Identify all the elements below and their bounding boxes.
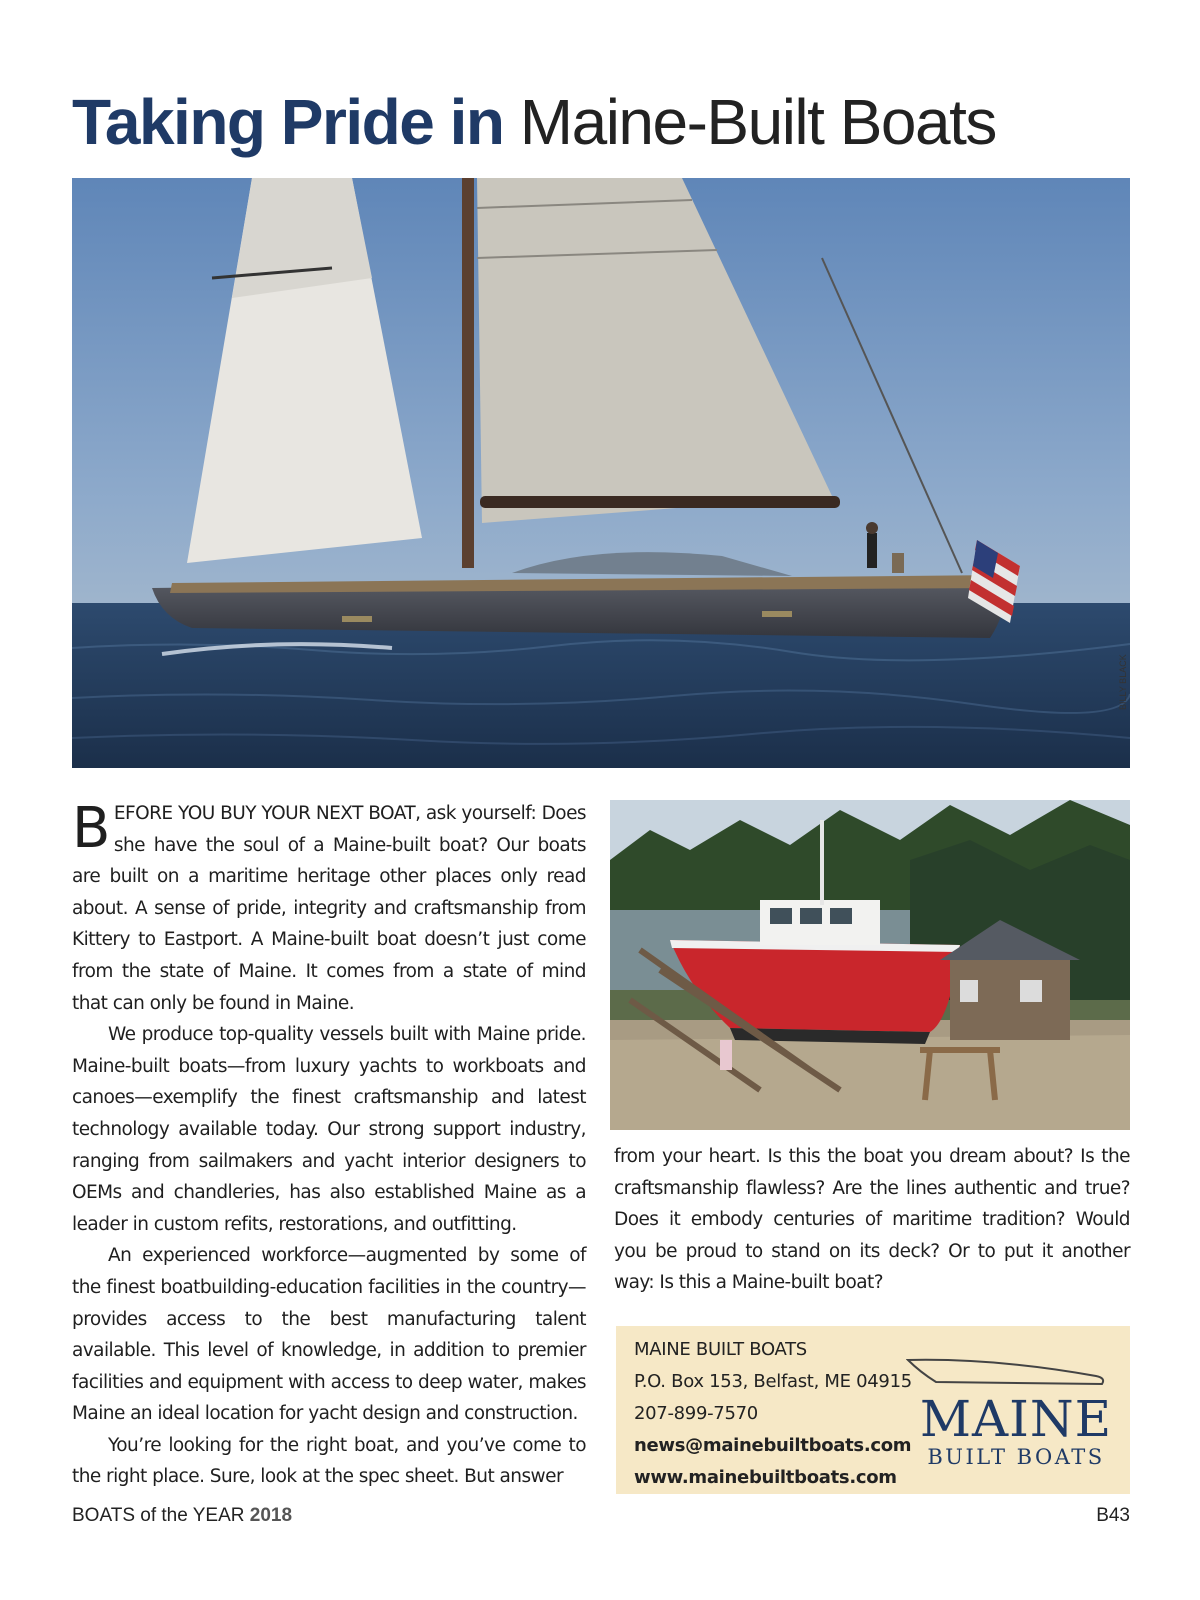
footer-publication — [72, 1505, 292, 1527]
article-paragraph: An experienced workforce—augmented by some of the finest boatbuilding-education facilities in the country—provides access to the best manufacturing talent available. This level of knowledge, in addition to premier facilities and equipment with access to deep water, makes Maine an ideal location for yacht design and construction. — [72, 1245, 586, 1425]
title-light: Maine-Built Boats — [519, 86, 996, 158]
article-paragraph: We produce top-quality vessels built with Maine pride. Maine-built boats—from luxury yachts to workboats and canoes—exemplify the finest craftsmanship and latest technology available today. Our strong support industry, ranging from sailmakers and yacht interior designers to OEMs and chandleries, has also established Maine as a leader in custom refits, restorations, and outfitting. — [72, 1024, 586, 1235]
boat-outline-icon — [908, 1360, 1103, 1384]
article-paragraph: from your heart. Is this the boat you dream about? Is the craftsmanship flawless? Are the lines authentic and true? Does it embody centuries of maritime tradition? Would you be proud to stand on its deck? Or to put it another way: Is this a Maine-built boat? — [614, 1146, 1130, 1294]
article-paragraph: You’re looking for the right boat, and you’ve come to the right place. Sure, look at the spec sheet. But answer — [72, 1434, 586, 1488]
lobster-boat-photo — [610, 800, 1130, 1130]
maine-built-boats-logo — [906, 1354, 1126, 1474]
footer-year: 2018 — [249, 1505, 293, 1526]
footer-publication-name: BOATS of the YEAR — [72, 1505, 245, 1526]
article-right-column — [614, 1141, 1130, 1299]
drop-cap: B — [72, 796, 110, 861]
article-paragraph-text: EFORE YOU BUY YOUR NEXT BOAT, ask yourself: Does she have the soul of a Maine-built boat? Our boats are built on a maritime heritage other places only read about. A sense of pride, integrity and craftsmanship from Kittery to Eastport. A Maine-built boat doesn’t just come from the state of Maine. It comes from a state of mind that can only be found in Maine. — [72, 803, 586, 1014]
article-paragraph — [72, 798, 586, 1019]
contact-org: MAINE BUILT BOATS — [634, 1339, 807, 1360]
article-left-column — [72, 798, 586, 1493]
photo-credit: BILLY BLACK — [1118, 654, 1128, 710]
logo-sub: BUILT BOATS — [927, 1445, 1105, 1469]
contact-email[interactable]: news@mainebuiltboats.com — [634, 1435, 912, 1456]
page-title — [72, 82, 1132, 162]
page-number: B43 — [1096, 1505, 1130, 1526]
contact-phone: 207-899-7570 — [634, 1403, 758, 1424]
contact-address: P.O. Box 153, Belfast, ME 04915 — [634, 1371, 912, 1392]
contact-website[interactable]: www.mainebuiltboats.com — [634, 1467, 897, 1488]
contact-box — [616, 1326, 1130, 1494]
title-bold: Taking Pride in — [72, 86, 504, 158]
sailboat-photo — [72, 178, 1130, 768]
logo-main: MAINE — [919, 1390, 1113, 1448]
